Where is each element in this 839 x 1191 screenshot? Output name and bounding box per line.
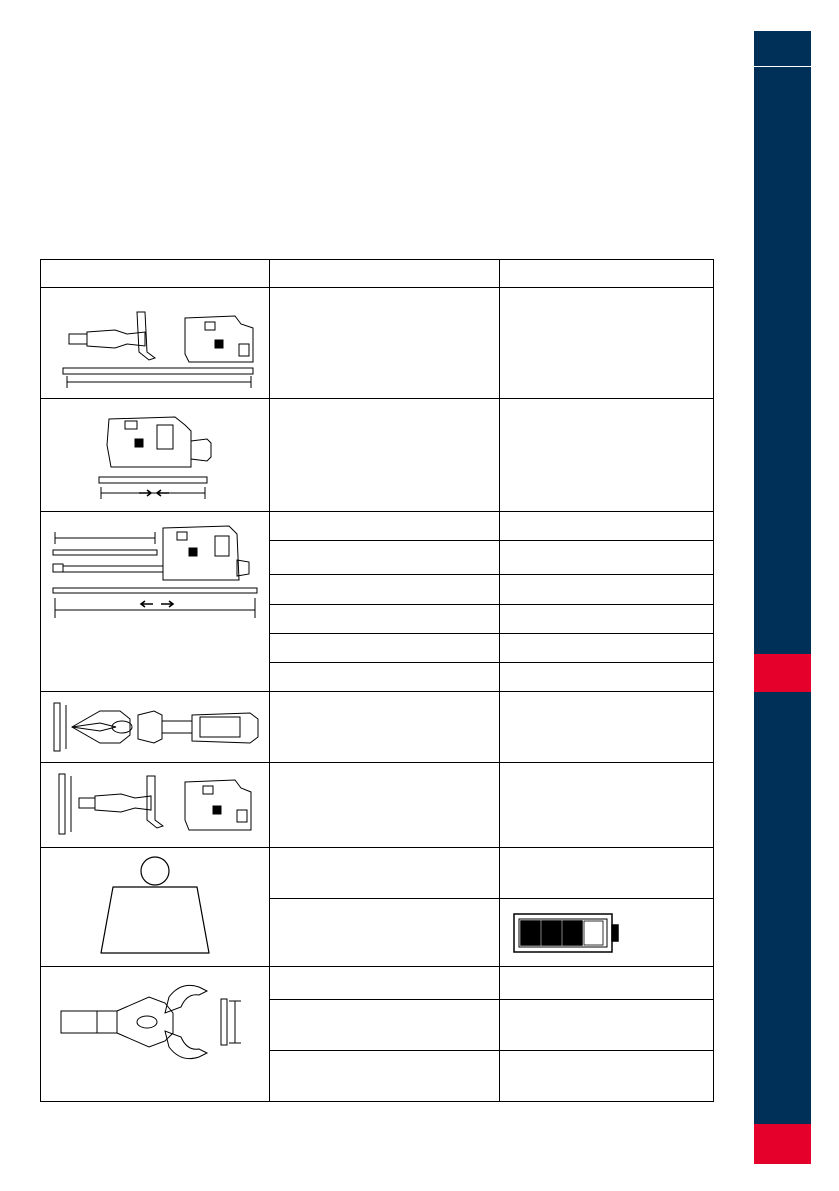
table-row [41,691,714,762]
battery-cell [521,921,540,945]
spec-label [270,288,500,399]
table-row [41,288,714,399]
side-band [754,31,811,1164]
table-row [41,966,714,999]
spec-label [270,399,500,511]
spec-value [500,899,714,966]
spec-value [500,399,714,511]
spec-value [500,966,714,999]
table-header-row [41,260,714,288]
header-cell [500,260,714,288]
table-row [41,763,714,848]
spec-value [500,540,714,574]
spec-value [500,763,714,848]
side-tab-top [754,31,811,67]
illustration-cell [41,511,270,691]
spec-label [270,848,500,899]
tool-extended-length-icon [49,520,261,620]
illustration-cell [41,691,270,762]
battery-cell [542,921,561,945]
spec-label [270,1050,500,1101]
weight-icon [95,855,215,959]
spec-value [500,288,714,399]
illustration-cell [41,399,270,511]
spec-label [270,999,500,1050]
spec-label [270,763,500,848]
tool-closed-length-icon [95,405,215,505]
illustration-cell [41,288,270,399]
spec-value [500,848,714,899]
battery-cell [563,921,582,945]
spec-label [270,511,500,540]
spec-value [500,1050,714,1101]
spec-value [500,604,714,633]
spec-value [500,633,714,662]
spec-label [270,691,500,762]
spec-value [500,691,714,762]
header-cell [41,260,270,288]
spec-value [500,574,714,604]
jaw-opening-icon [49,977,261,1077]
spec-value [500,511,714,540]
spec-label [270,966,500,999]
side-section-marker [754,654,811,692]
spec-table [40,259,714,1102]
battery-cell [584,921,603,945]
header-cell [270,260,500,288]
spec-value [500,999,714,1050]
spec-label [270,604,500,633]
tool-total-length-icon [55,296,255,391]
table-row [41,848,714,899]
spec-label [270,540,500,574]
spec-label [270,574,500,604]
tool-width-icon [50,697,260,757]
spec-value [500,662,714,691]
spec-label [270,633,500,662]
table-row [41,399,714,511]
illustration-cell [41,848,270,966]
battery-icon [512,912,620,954]
spec-label [270,662,500,691]
illustration-cell [41,763,270,848]
tool-height-icon [55,770,255,840]
side-page-marker [754,1124,811,1164]
table-row [41,511,714,540]
spec-label [270,899,500,966]
illustration-cell [41,966,270,1101]
